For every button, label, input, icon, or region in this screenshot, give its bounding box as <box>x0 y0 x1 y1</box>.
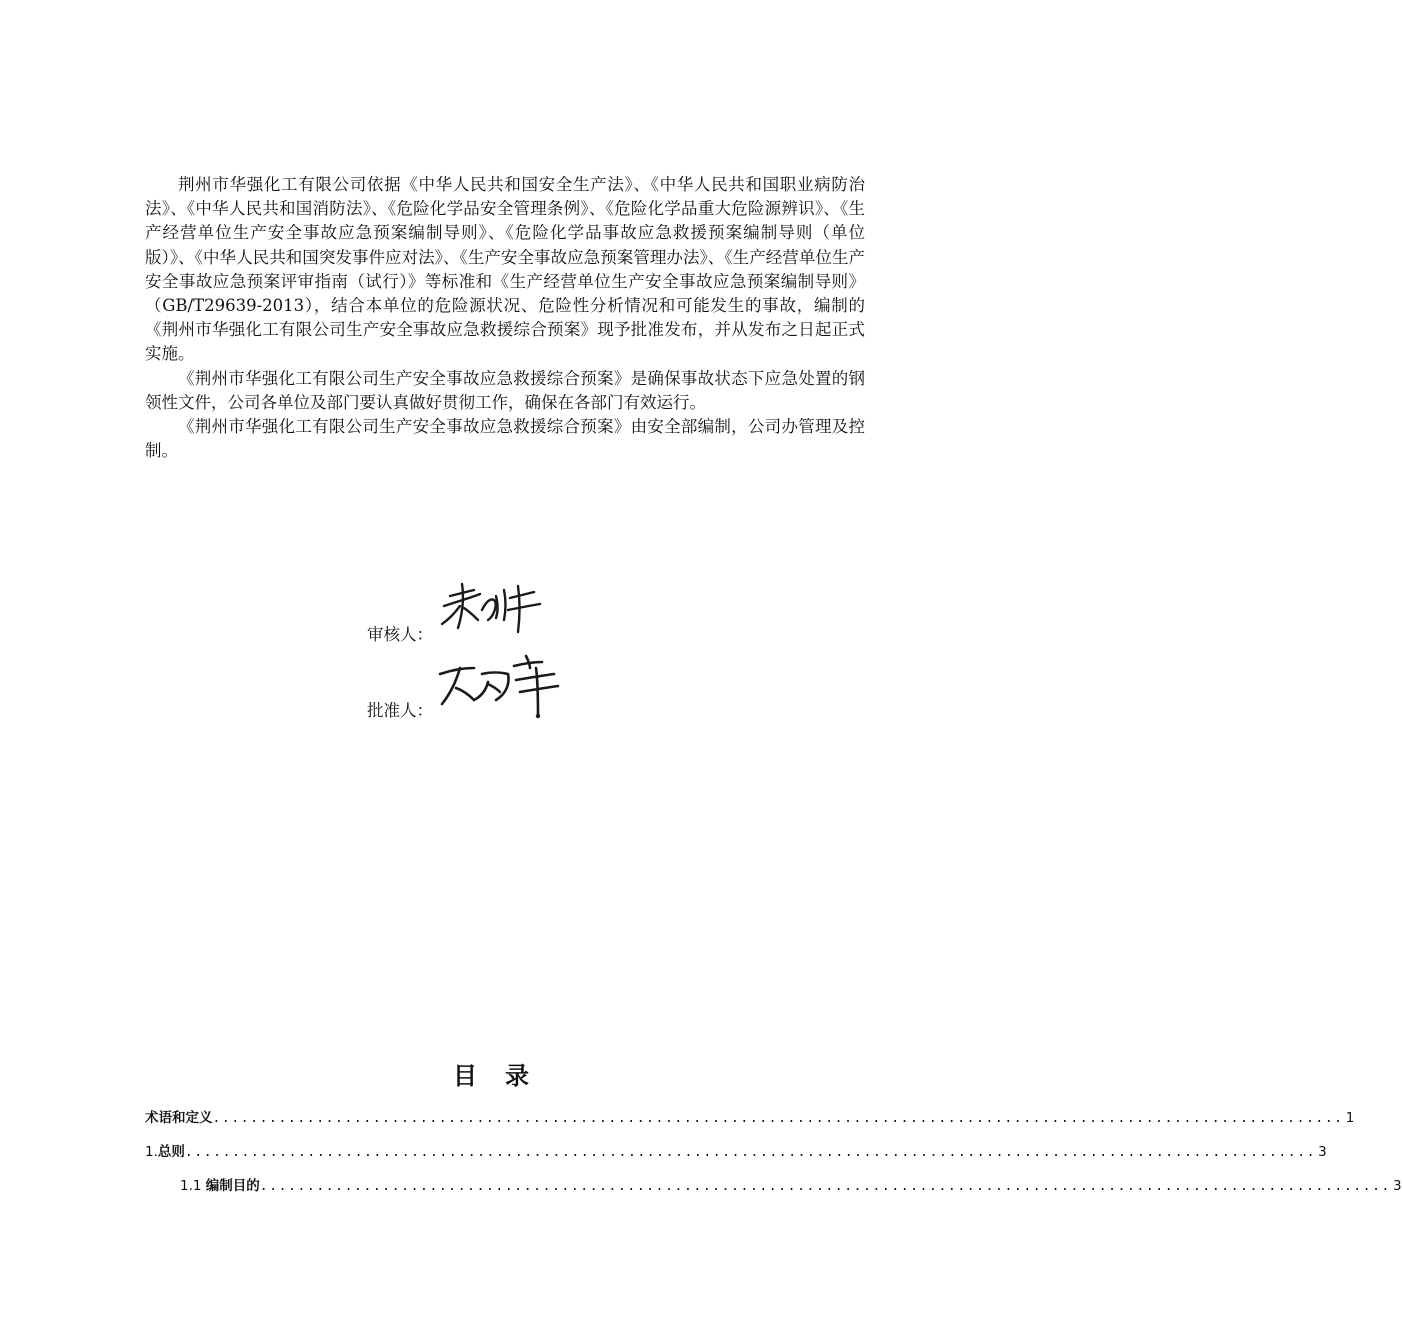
paragraph-basis: 荆州市华强化工有限公司依据《中华人民共和国安全生产法》、《中华人民共和国职业病防治法》、《中华人民共和国消防法》、《危险化学品安全管理条例》、《危险化学品重大危险源辨识》、《生产经营单位生产安全事故应急预案编制导则》、《危险化学品事故应急救援预案编制导则（单位版）》、《中华人民共和国突发事件应对法》、《生产安全事故应急预案管理办法》、《生产经营单位生产安全事故应急预案评审指南（试行）》等标准和《生产经营单位生产安全事故应急预案编制导则》（GB/T29639-2013），结合本单位的危险源状况、危险性分析情况和可能发生的事故，编制的《荆州市华强化工有限公司生产安全事故应急救援综合预案》现予批准发布，并从发布之日起正式实施。 <box>145 175 865 364</box>
table-of-contents <box>145 1108 1402 1210</box>
toc-entry-page: 1 <box>1345 1110 1355 1126</box>
toc-leader-dots: ........................................................................................................................ <box>259 1179 1391 1194</box>
toc-title: 目录 <box>453 1062 557 1090</box>
toc-entry-purpose[interactable] <box>145 1176 1402 1210</box>
toc-entry-page: 3 <box>1392 1178 1402 1194</box>
approver-label: 批准人： <box>367 701 433 720</box>
toc-entry-label: 1.总则 <box>145 1144 185 1160</box>
toc-entry-general[interactable] <box>145 1142 1327 1176</box>
reviewer-label: 审核人： <box>367 625 433 644</box>
toc-entry-label: 1.1 编制目的 <box>180 1178 260 1194</box>
approval-statement <box>145 173 865 463</box>
toc-leader-dots: ........................................................................................................................ <box>212 1111 1344 1126</box>
toc-entry-label: 术语和定义 <box>145 1110 213 1126</box>
approver-signature <box>434 652 564 720</box>
toc-entry-page: 3 <box>1318 1144 1327 1160</box>
toc-entry-terms[interactable] <box>145 1108 1355 1142</box>
paragraph-responsibility: 《荆州市华强化工有限公司生产安全事故应急救援综合预案》由安全部编制，公司办管理及控制。 <box>145 417 865 461</box>
reviewer-signature <box>436 576 546 636</box>
toc-leader-dots: ........................................................................................................................ <box>184 1145 1317 1160</box>
paragraph-importance: 《荆州市华强化工有限公司生产安全事故应急救援综合预案》是确保事故状态下应急处置的钢领性文件，公司各单位及部门要认真做好贯彻工作，确保在各部门有效运行。 <box>145 368 865 412</box>
